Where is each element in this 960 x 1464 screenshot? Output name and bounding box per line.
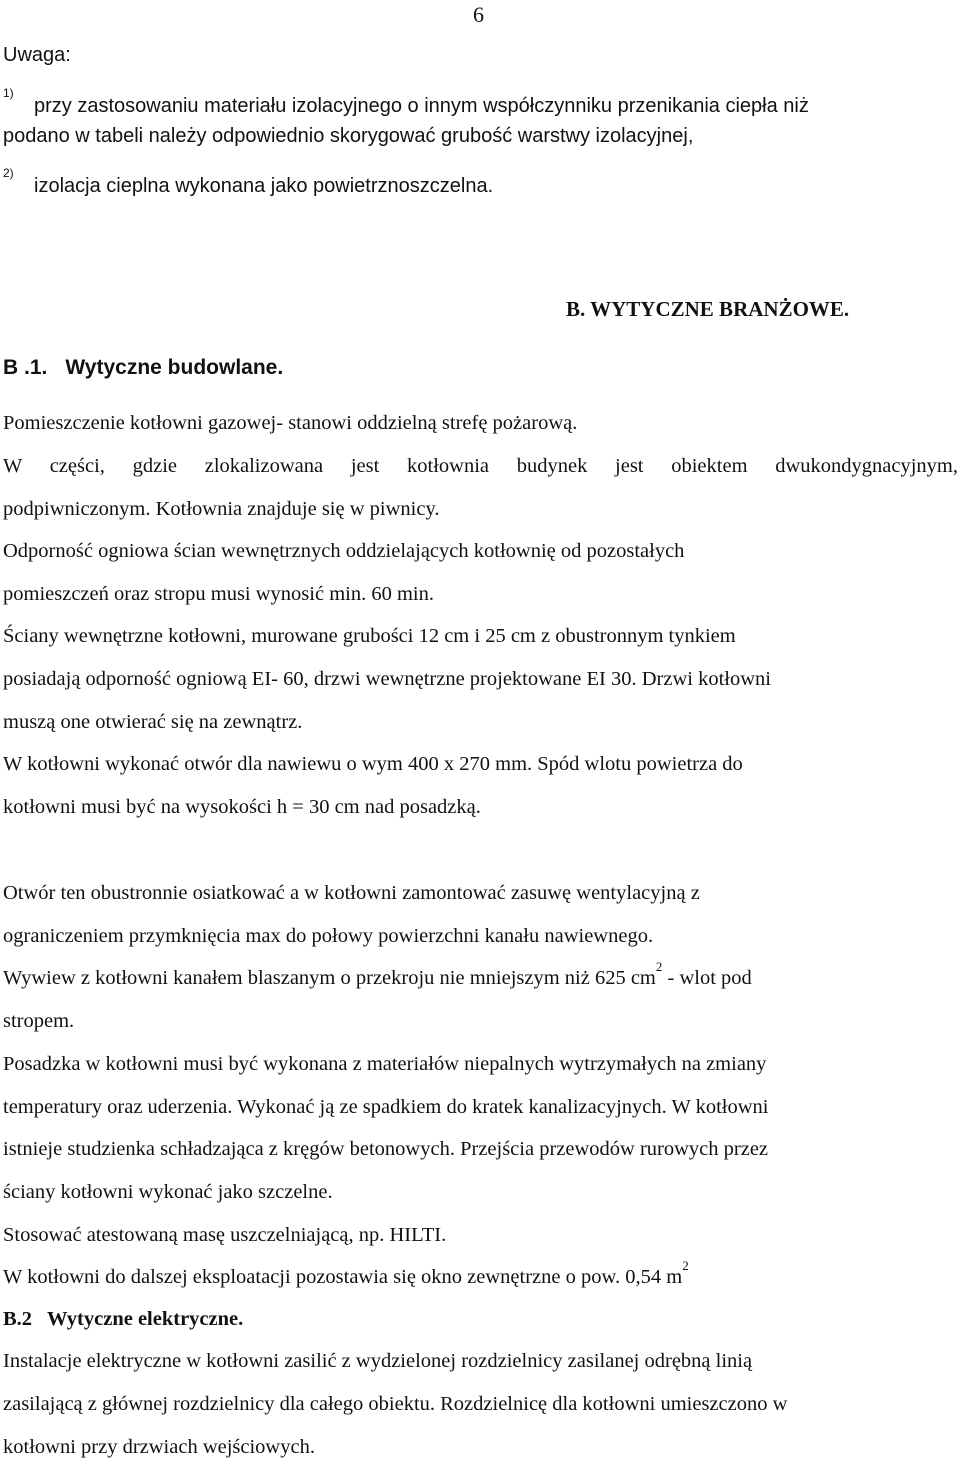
paragraph-4-line-2: posiadają odporność ogniową EI- 60, drzwi wewnętrzne projektowane EI 30. Drzwi kotłowni <box>3 668 771 690</box>
footnote-2-mark: 2) <box>3 166 14 180</box>
paragraph-7-superscript: 2 <box>655 959 663 974</box>
paragraph-10 <box>3 1258 689 1289</box>
footnote-1-line-1: przy zastosowaniu materiału izolacyjnego o innym współczynniku przenikania ciepła niż <box>34 95 809 117</box>
paragraph-6-line-1: Otwór ten obustronnie osiatkować a w kotłowni zamontować zasuwę wentylacyjną z <box>3 882 700 904</box>
paragraph-1: Pomieszczenie kotłowni gazowej- stanowi oddzielną strefę pożarową. <box>3 412 578 434</box>
paragraph-5-line-2: kotłowni musi być na wysokości h = 30 cm nad posadzką. <box>3 796 481 818</box>
paragraph-3-line-1: Odporność ogniowa ścian wewnętrznych oddzielających kotłownię od pozostałych <box>3 540 685 562</box>
paragraph-8-line-2: temperatury oraz uderzenia. Wykonać ją ze spadkiem do kratek kanalizacyjnych. W kotłowni <box>3 1096 769 1118</box>
paragraph-2-line-2: podpiwniczonym. Kotłownia znajduje się w piwnicy. <box>3 498 440 520</box>
paragraph-7-text: Wywiew z kotłowni kanałem blaszanym o przekroju nie mniejszym niż 625 cm <box>3 967 656 989</box>
paragraph-3-line-2: pomieszczeń oraz stropu musi wynosić min. 60 min. <box>3 583 434 605</box>
footnote-2 <box>3 166 14 193</box>
footnote-1-mark: 1) <box>3 86 14 100</box>
section-b-title <box>566 297 849 322</box>
footnote-2-text: izolacja cieplna wykonana jako powietrznoszczelna. <box>34 175 494 197</box>
section-b2-title: B.2 Wytyczne elektryczne. <box>3 1308 244 1330</box>
paragraph-4-line-1: Ściany wewnętrzne kotłowni, murowane grubości 12 cm i 25 cm z obustronnym tynkiem <box>3 625 736 647</box>
paragraph-8-line-4: ściany kotłowni wykonać jako szczelne. <box>3 1181 333 1203</box>
section-b1-title: Wytyczne budowlane. <box>65 356 284 379</box>
section-b2-line-1: Instalacje elektryczne w kotłowni zasilić z wydzielonej rozdzielnicy zasilanej odrębną linią <box>3 1350 753 1372</box>
page-number: 6 <box>473 2 484 27</box>
paragraph-10-superscript: 2 <box>682 1258 689 1273</box>
paragraph-6-line-2: ograniczeniem przymknięcia max do połowy powierzchni kanału nawiewnego. <box>3 925 654 947</box>
footnote-1 <box>3 86 14 113</box>
section-b2-line-2: zasilającą z głównej rozdzielnicy dla całego obiektu. Rozdzielnicę dla kotłowni umieszczono w <box>3 1393 788 1415</box>
note-heading: Uwaga: <box>3 44 71 66</box>
section-b2-line-3: kotłowni przy drzwiach wejściowych. <box>3 1436 315 1458</box>
paragraph-7-line-1 <box>3 959 752 990</box>
footnote-1-line-2: podano w tabeli należy odpowiednio skorygować grubość warstwy izolacyjnej, <box>3 125 694 147</box>
paragraph-5-line-1: W kotłowni wykonać otwór dla nawiewu o wym 400 x 270 mm. Spód wlotu powietrza do <box>3 753 743 775</box>
section-b-title-text: B. WYTYCZNE BRANŻOWE. <box>566 297 850 321</box>
paragraph-8-line-1: Posadzka w kotłowni musi być wykonana z materiałów niepalnych wytrzymałych na zmiany <box>3 1053 767 1075</box>
section-b1-heading <box>3 356 283 380</box>
paragraph-10-text: W kotłowni do dalszej eksploatacji pozostawia się okno zewnętrzne o pow. 0,54 m <box>3 1266 683 1288</box>
paragraph-4-line-3: muszą one otwierać się na zewnątrz. <box>3 711 303 733</box>
paragraph-8-line-3: istnieje studzienka schładzająca z kręgów betonowych. Przejścia przewodów rurowych przez <box>3 1138 769 1160</box>
paragraph-2-line-1: W części, gdzie zlokalizowana jest kotłownia budynek jest obiektem dwukondygnacyjnym, <box>3 455 958 477</box>
paragraph-9: Stosować atestowaną masę uszczelniającą, np. HILTI. <box>3 1224 447 1246</box>
paragraph-7-line-2: stropem. <box>3 1010 75 1032</box>
section-b1-number: B .1. <box>3 356 48 379</box>
paragraph-7-tail: - wlot pod <box>662 967 752 989</box>
